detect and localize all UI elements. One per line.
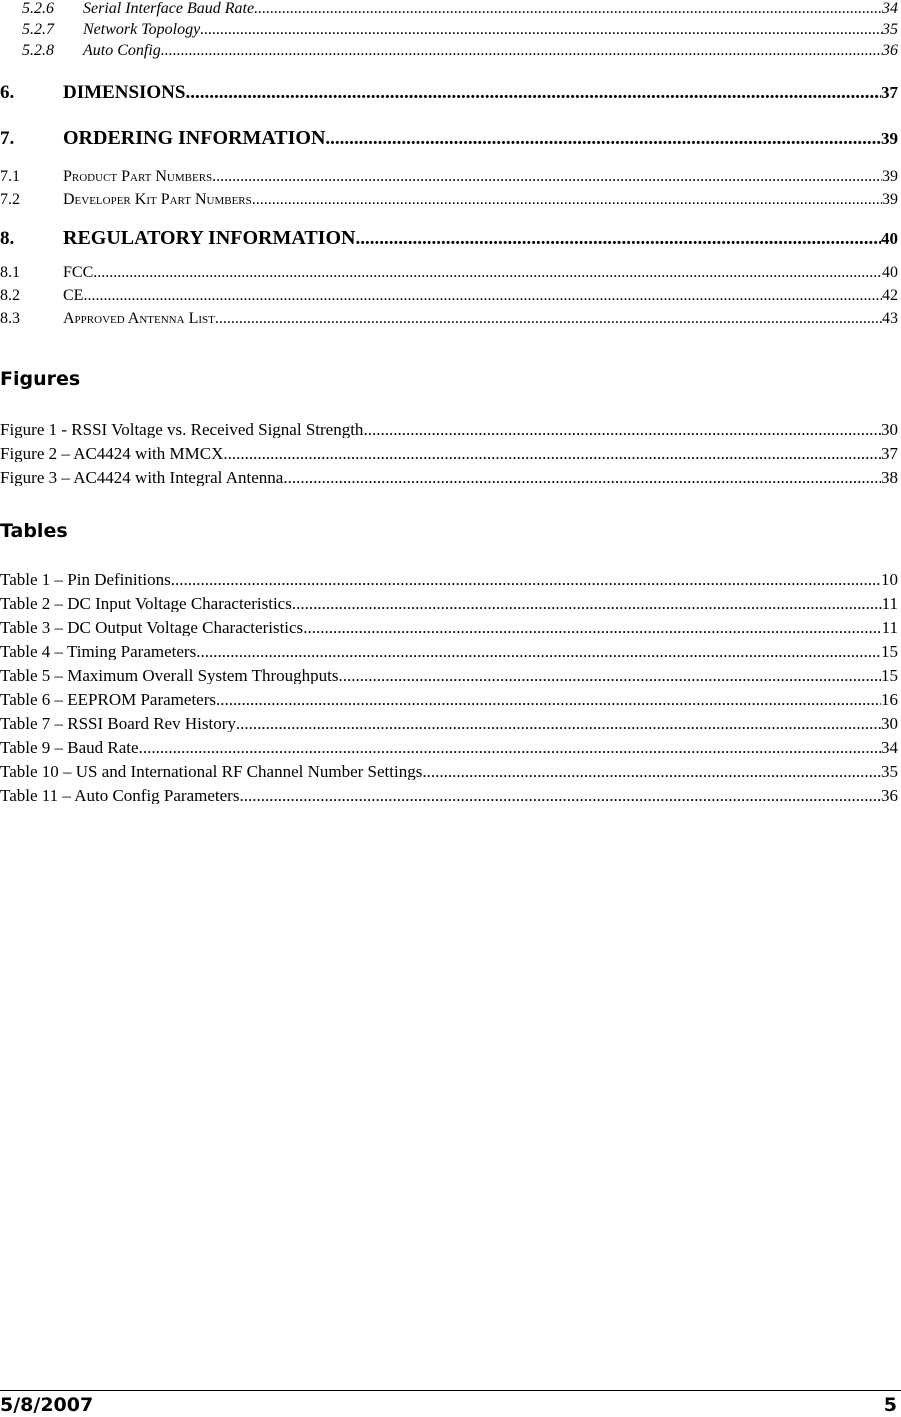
table-entry[interactable]: [0, 739, 898, 756]
dot-leader: [422, 763, 881, 780]
dot-leader: [196, 643, 881, 660]
table-title: Table 2 – DC Input Voltage Characteristics: [0, 595, 292, 612]
toc-entry-5-2-6[interactable]: [0, 1, 898, 17]
table-page: 15: [881, 643, 898, 660]
figure-title: Figure 3 – AC4424 with Integral Antenna: [0, 469, 284, 486]
toc-entry-7-2[interactable]: [0, 192, 898, 208]
table-title: Table 3 – DC Output Voltage Characteristics: [0, 619, 304, 636]
table-entry[interactable]: [0, 763, 898, 780]
dot-leader: [283, 469, 881, 486]
toc-number: 8.: [0, 228, 15, 248]
figure-page: 37: [881, 445, 898, 462]
dot-leader: [236, 715, 881, 732]
toc-page: 36: [882, 43, 898, 59]
toc-page: 34: [882, 1, 898, 17]
toc-entry-5-2-8[interactable]: [0, 43, 898, 59]
dot-leader: [355, 229, 881, 248]
toc-number: 7.2: [0, 192, 20, 208]
toc-number: 8.1: [0, 265, 20, 281]
table-title: Table 6 – EEPROM Parameters: [0, 691, 216, 708]
toc-entry-8-1[interactable]: [0, 265, 898, 281]
table-page: 16: [881, 691, 898, 708]
table-page: 11: [881, 595, 898, 612]
toc-number: 5.2.8: [22, 43, 54, 59]
toc-number: 7.1: [0, 169, 20, 185]
toc-page: 39: [882, 169, 898, 185]
toc-title: DIMENSIONS: [63, 83, 186, 102]
toc-entry-8[interactable]: [0, 228, 898, 248]
table-page: 10: [881, 571, 898, 588]
figure-entry[interactable]: [0, 469, 898, 486]
toc-page: 39: [881, 129, 898, 148]
toc-page: 40: [881, 229, 898, 248]
table-entry[interactable]: [0, 619, 898, 636]
toc-entry-8-2[interactable]: [0, 288, 898, 304]
table-entry[interactable]: [0, 691, 898, 708]
dot-leader: [254, 1, 882, 17]
dot-leader: [325, 129, 881, 148]
toc-title: Approved Antenna List: [63, 311, 215, 327]
toc-entry-7-1[interactable]: [0, 169, 898, 185]
toc-title: FCC: [63, 265, 94, 281]
toc-entry-8-3[interactable]: [0, 311, 898, 327]
toc-entry-5-2-7[interactable]: [0, 22, 898, 38]
toc-title: Auto Config: [83, 43, 161, 59]
toc-title: Product Part Numbers: [63, 169, 213, 185]
toc-page: 35: [882, 22, 898, 38]
dot-leader: [239, 787, 881, 804]
table-title: Table 11 – Auto Config Parameters: [0, 787, 240, 804]
table-title: Table 10 – US and International RF Channel Number Settings: [0, 763, 423, 780]
table-page: 36: [881, 787, 898, 804]
table-page: 30: [881, 715, 898, 732]
dot-leader: [223, 445, 881, 462]
figure-title: Figure 1 - RSSI Voltage vs. Received Signal Strength: [0, 421, 364, 438]
dot-leader: [171, 571, 881, 588]
toc-title: Serial Interface Baud Rate: [83, 1, 255, 17]
dot-leader: [212, 169, 882, 185]
table-title: Table 7 – RSSI Board Rev History: [0, 715, 236, 732]
toc-title: Developer Kit Part Numbers: [63, 192, 252, 208]
table-entry[interactable]: [0, 715, 898, 732]
dot-leader: [292, 595, 882, 612]
dot-leader: [303, 619, 881, 636]
table-page: 35: [881, 763, 898, 780]
toc-entry-7[interactable]: [0, 128, 898, 148]
dot-leader: [216, 691, 881, 708]
dot-leader: [93, 265, 882, 281]
dot-leader: [83, 288, 882, 304]
dot-leader: [252, 192, 882, 208]
toc-number: 6.: [0, 83, 15, 102]
table-title: Table 1 – Pin Definitions: [0, 571, 171, 588]
toc-title: ORDERING INFORMATION: [63, 128, 326, 148]
table-title: Table 9 – Baud Rate: [0, 739, 139, 756]
toc-number: 5.2.7: [22, 22, 54, 38]
dot-leader: [363, 421, 881, 438]
table-page: 34: [881, 739, 898, 756]
table-title: Table 5 – Maximum Overall System Throughputs: [0, 667, 339, 684]
toc-title: Network Topology: [83, 22, 201, 38]
table-page: 11: [881, 619, 898, 636]
table-page: 15: [881, 667, 898, 684]
toc-number: 8.3: [0, 311, 20, 327]
figure-entry[interactable]: [0, 445, 898, 462]
toc-page: 43: [882, 311, 898, 327]
dot-leader: [200, 22, 882, 38]
toc-entry-6[interactable]: [0, 83, 898, 102]
table-entry[interactable]: [0, 667, 898, 684]
tables-heading: Tables: [0, 520, 68, 542]
figure-page: 38: [881, 469, 898, 486]
footer-date: 5/8/2007: [0, 1394, 94, 1416]
footer-divider: [0, 1390, 901, 1391]
dot-leader: [338, 667, 881, 684]
table-entry[interactable]: [0, 571, 898, 588]
dot-leader: [139, 739, 881, 756]
toc-page: 40: [882, 265, 898, 281]
toc-title: CE: [63, 288, 84, 304]
figures-heading: Figures: [0, 368, 81, 390]
table-entry[interactable]: [0, 595, 898, 612]
dot-leader: [185, 83, 881, 102]
figure-entry[interactable]: [0, 421, 898, 438]
toc-title: REGULATORY INFORMATION: [63, 228, 356, 248]
dot-leader: [215, 311, 882, 327]
toc-page: 42: [882, 288, 898, 304]
toc-number: 5.2.6: [22, 1, 54, 17]
toc-number: 7.: [0, 128, 15, 148]
toc-page: 39: [882, 192, 898, 208]
table-entry[interactable]: [0, 643, 898, 660]
dot-leader: [161, 43, 882, 59]
toc-number: 8.2: [0, 288, 20, 304]
figure-page: 30: [881, 421, 898, 438]
table-entry[interactable]: [0, 787, 898, 804]
toc-page: 37: [881, 83, 898, 102]
footer-page-number: 5: [883, 1394, 897, 1416]
table-title: Table 4 – Timing Parameters: [0, 643, 197, 660]
figure-title: Figure 2 – AC4424 with MMCX: [0, 445, 224, 462]
